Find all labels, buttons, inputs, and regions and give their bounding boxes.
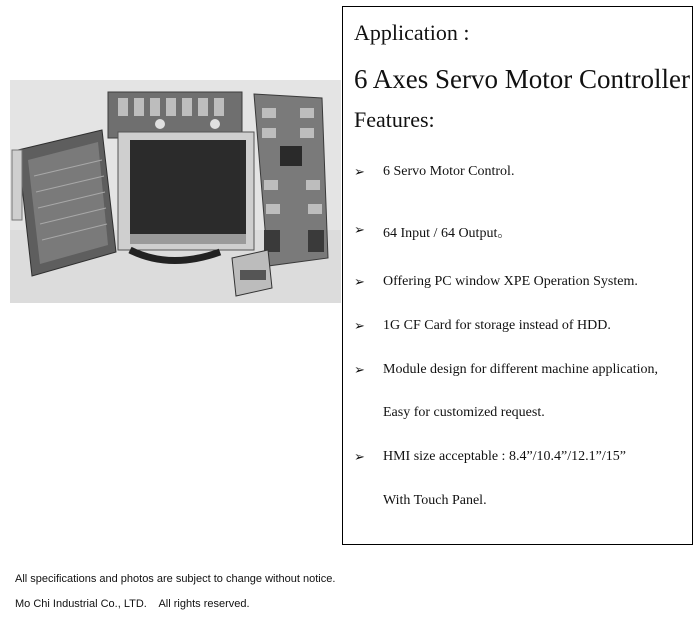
specification-panel [342,6,693,545]
feature-text: 1G CF Card for storage instead of HDD. [383,318,611,333]
footer-notice: All specifications and photos are subject to change without notice. [15,573,336,585]
feature-text: HMI size acceptable : 8.4”/10.4”/12.1”/15” [383,449,626,464]
arrow-bullet-icon: ➢ [354,318,365,333]
feature-continuation: With Touch Panel. [383,493,487,508]
feature-text: Offering PC window XPE Operation System. [383,274,638,289]
feature-continuation: Easy for customized request. [383,405,545,420]
arrow-bullet-icon: ➢ [354,274,365,289]
product-title: 6 Axes Servo Motor Controller [354,64,690,94]
arrow-bullet-icon: ➢ [354,449,365,464]
arrow-bullet-icon: ➢ [354,164,365,179]
product-photo [10,80,341,303]
arrow-bullet-icon: ➢ [354,362,365,377]
application-label: Application : [354,20,470,45]
feature-text: 64 Input / 64 Output。 [383,226,512,241]
features-heading: Features: [354,107,435,132]
feature-text: Module design for different machine application, [383,362,658,377]
arrow-bullet-icon: ➢ [354,222,365,237]
feature-text: 6 Servo Motor Control. [383,164,515,179]
footer-copyright: Mo Chi Industrial Co., LTD. All rights reserved. [15,598,250,610]
